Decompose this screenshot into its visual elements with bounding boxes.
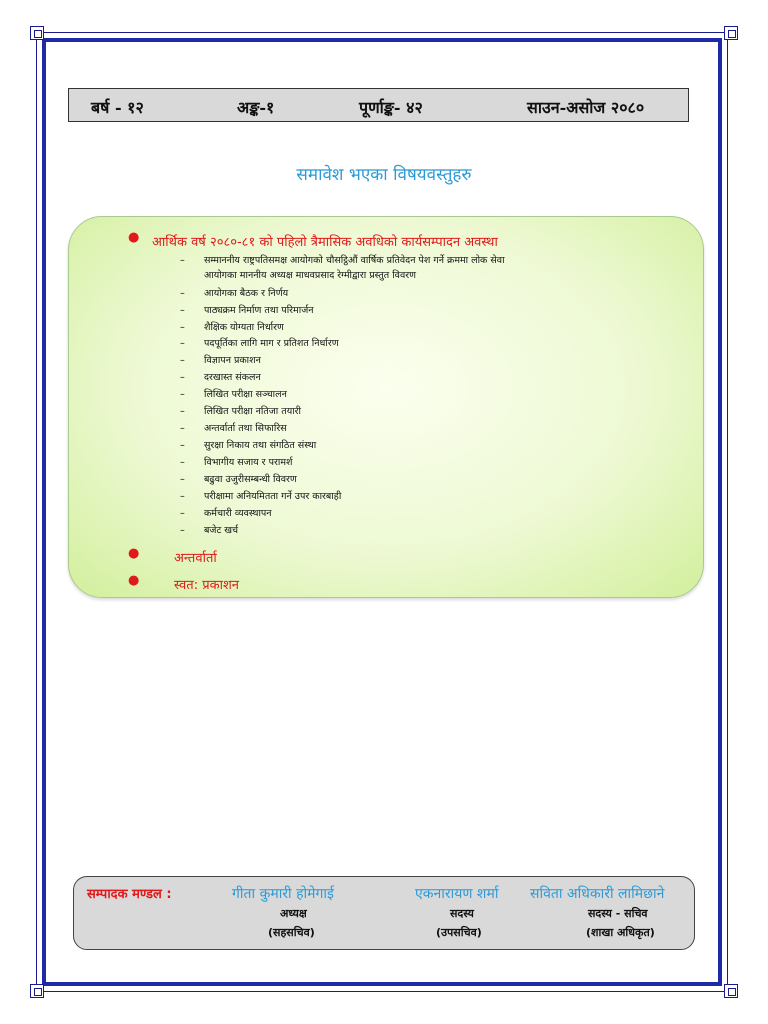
sub-list-item-text: लिखित परीक्षा सञ्चालन <box>204 389 287 400</box>
dash-icon: – <box>180 423 185 434</box>
sub-list-item-text: विभागीय सजाय र परामर्श <box>204 457 293 468</box>
bullet-icon: ● <box>128 573 140 588</box>
sub-list-item-text: दरखास्त संकलन <box>204 372 261 383</box>
dash-icon: – <box>180 255 185 266</box>
bullet-icon: ● <box>128 546 140 561</box>
editor-post: (सहसचिव) <box>268 926 315 939</box>
member-name: एकनारायण शर्मा <box>415 886 499 902</box>
contents-title: समावेश भएका विषयवस्तुहरु <box>296 165 472 185</box>
dash-icon: – <box>180 525 185 536</box>
dash-icon: – <box>180 355 185 366</box>
member-post: (उपसचिव) <box>436 926 482 939</box>
corner-ornament <box>30 26 44 40</box>
sub-list-item-text: आयोगका बैठक र निर्णय <box>204 288 289 299</box>
corner-ornament <box>724 984 738 998</box>
dash-icon: – <box>180 491 185 502</box>
dash-icon: – <box>180 440 185 451</box>
sub-list-item-text: अन्तर्वार्ता तथा सिफारिस <box>204 423 287 434</box>
sub-list-item-text: शैक्षिक योग्यता निर्धारण <box>204 322 284 333</box>
sub-list-item-text: विज्ञापन प्रकाशन <box>204 355 261 366</box>
secretary-role: सदस्य - सचिव <box>588 907 648 920</box>
dash-icon: – <box>180 406 185 417</box>
sub-list-item-text: परीक्षामा अनियमितता गर्ने उपर कारबाही <box>204 491 342 502</box>
sub-list-item-text: आयोगका माननीय अध्यक्ष माधवप्रसाद रेग्मीद्वारा प्रस्तुत विवरण <box>204 270 416 281</box>
dash-icon: – <box>180 474 185 485</box>
sub-list-item-text: पाठ्यक्रम निर्माण तथा परिमार्जन <box>204 305 314 316</box>
sub-list-item-text: बढुवा उजुरीसम्बन्धी विवरण <box>204 474 297 485</box>
dash-icon: – <box>180 457 185 468</box>
corner-ornament <box>724 26 738 40</box>
dash-icon: – <box>180 322 185 333</box>
bullet-icon: ● <box>128 230 140 245</box>
newsletter-page: बर्ष - १२ अङ्क-१ पूर्णाङ्क- ४२ साउन-असोज २०८० समावेश भएका विषयवस्तुहरु ● आर्थिक वर्ष २०८०-८१ को पहिलो त्रैमासिक अवधिको कार्यसम्पादन अवस्था – सम्माननीय राष्ट्रपतिसमक्ष आयोगको चौसट्ठिऔं वार्षिक प्रतिवेदन पेश गर्ने क्रममा लोक सेवा आयोगका माननीय अध्यक्ष माधवप्रसाद रेग्मीद्वारा प्रस्तुत विवरण – आयोगका बैठक र निर्णय – पाठ्यक्रम निर्माण तथा परिमार्जन – शैक्षिक योग्यता निर्धारण – पदपूर्तिका लागि माग र प्रतिशत निर्धारण – विज्ञापन प्रकाशन – दरखास्त संकलन – लिखित परीक्षा सञ्चालन – लिखित परीक्षा नतिजा तयारी – अन्तर्वार्ता तथा सिफारिस – सुरक्षा निकाय तथा संगठित संस्था – विभागीय सजाय र परामर्श – बढुवा उजुरीसम्बन्धी विवरण – परीक्षामा अनियमितता गर्ने उपर कारबाही – कर्मचारी व्यवस्थापन – बजेट खर्च ● अन्तर्वार्ता ● स्वत: प्रकाशन सम्पादक मण्डल : गीता कुमारी होमेगाई अध्यक्ष (सहसचिव) एकनारायण शर्मा सदस्य (उपसचिव) सविता अधिकारी लामिछाने सदस्य - सचिव (शाखा अधिकृत) <box>0 0 768 1024</box>
secretary-post: (शाखा अधिकृत) <box>586 926 655 939</box>
dash-icon: – <box>180 288 185 299</box>
editor-name: गीता कुमारी होमेगाई <box>232 886 334 902</box>
sub-list-item-text: सुरक्षा निकाय तथा संगठित संस्था <box>204 440 317 451</box>
dash-icon: – <box>180 305 185 316</box>
secretary-name: सविता अधिकारी लामिछाने <box>530 886 665 902</box>
sub-list-item-text: सम्माननीय राष्ट्रपतिसमक्ष आयोगको चौसट्ठिऔं वार्षिक प्रतिवेदन पेश गर्ने क्रममा लोक सेवा <box>204 255 505 266</box>
publication-period: साउन-असोज २०८० <box>527 98 645 117</box>
total-issue-number: पूर्णाङ्क- ४२ <box>359 98 423 117</box>
corner-ornament <box>30 984 44 998</box>
issue-info-bar <box>68 88 689 122</box>
issue-number: अङ्क-१ <box>237 98 275 117</box>
volume-label: बर्ष - १२ <box>91 98 144 117</box>
editorial-board-label: सम्पादक मण्डल : <box>87 887 172 902</box>
sub-list-item-text: पदपूर्तिका लागि माग र प्रतिशत निर्धारण <box>204 338 339 349</box>
sub-list-item-text: कर्मचारी व्यवस्थापन <box>204 508 272 519</box>
member-role: सदस्य <box>450 907 474 920</box>
dash-icon: – <box>180 372 185 383</box>
sub-list-item-text: लिखित परीक्षा नतिजा तयारी <box>204 406 302 417</box>
sub-list-item-text: बजेट खर्च <box>204 525 239 536</box>
dash-icon: – <box>180 508 185 519</box>
dash-icon: – <box>180 389 185 400</box>
editor-role: अध्यक्ष <box>280 907 307 920</box>
dash-icon: – <box>180 338 185 349</box>
